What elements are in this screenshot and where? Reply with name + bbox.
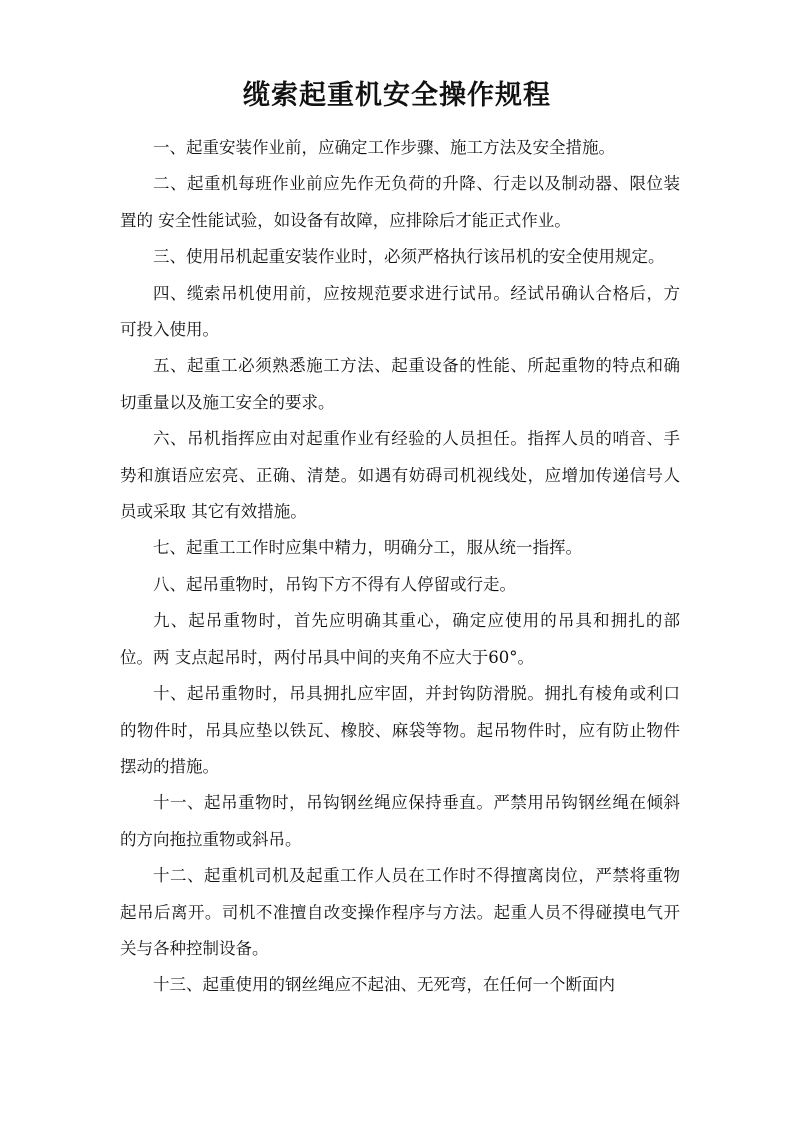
paragraph-10: 十、起吊重物时，吊具拥扎应牢固，并封钩防滑脱。拥扎有棱角或利口的物件时，吊具应垫以铁瓦、橡胶、麻袋等物。起吊物件时，应有防止物件摆动的措施。	[120, 684, 680, 776]
paragraph-13: 十三、起重使用的钢丝绳应不起油、无死弯，在任何一个断面内	[153, 975, 615, 995]
paragraph-3: 三、使用吊机起重安装作业时，必须严格执行该吊机的安全使用规定。	[153, 247, 665, 267]
paragraph-6: 六、吊机指挥应由对起重作业有经验的人员担任。指挥人员的哨音、手势和旗语应宏亮、正确、清楚。如遇有妨碍司机视线处，应增加传递信号人员或采取 其它有效措施。	[120, 429, 680, 522]
paragraph-1: 一、起重安装作业前，应确定工作步骤、施工方法及安全措施。	[153, 138, 615, 157]
paragraph-9: 九、起吊重物时，首先应明确其重心，确定应使用的吊具和拥扎的部位。两 支点起吊时，两付吊具中间的夹角不应大于60°。	[120, 611, 680, 667]
paragraph-2: 二、起重机每班作业前应先作无负荷的升降、行走以及制动器、限位装置的 安全性能试验，如设备有故障，应排除后才能正式作业。	[120, 174, 680, 230]
document-title: 缆索起重机安全操作规程	[243, 80, 551, 111]
paragraph-5: 五、起重工必须熟悉施工方法、起重设备的性能、所起重物的特点和确切重量以及施工安全的要求。	[120, 356, 680, 412]
paragraph-12: 十二、起重机司机及起重工作人员在工作时不得擅离岗位，严禁将重物起吊后离开。司机不准擅自改变操作程序与方法。起重人员不得碰摸电气开关与各种控制设备。	[120, 866, 680, 958]
paragraph-11: 十一、起吊重物时，吊钩钢丝绳应保持垂直。严禁用吊钩钢丝绳在倾斜的方向拖拉重物或斜吊。	[120, 793, 680, 849]
document-body	[120, 130, 680, 1004]
paragraph-8: 八、起吊重物时，吊钩下方不得有人停留或行走。	[153, 574, 516, 594]
paragraph-7: 七、起重工工作时应集中精力，明确分工，服从统一指挥。	[153, 538, 582, 558]
paragraph-4: 四、缆索吊机使用前，应按规范要求进行试吊。经试吊确认合格后，方可投入使用。	[120, 283, 680, 340]
